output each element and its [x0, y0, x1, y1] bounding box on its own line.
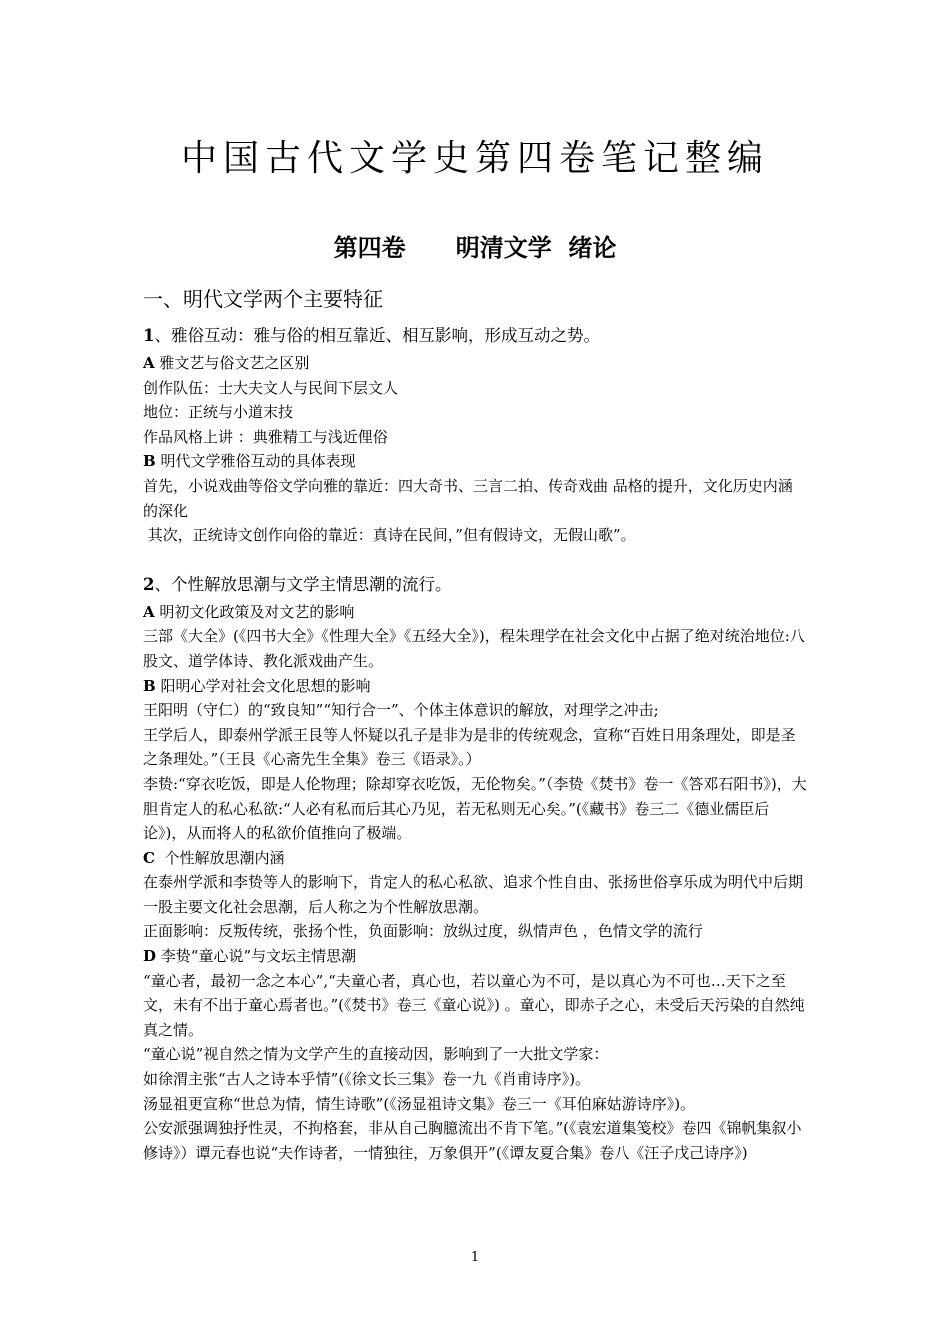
paragraph: 创作队伍：士大夫文人与民间下层文人 [143, 378, 399, 397]
sub-letter: B [143, 676, 156, 695]
sub-text: 李贽“童心说”与文坛主情思潮 [156, 947, 357, 966]
section-subtitle: 第四卷 明清文学 绪论 [333, 234, 617, 262]
point-number: 2 [143, 574, 155, 594]
paragraph: 地位：正统与小道末技 [143, 403, 294, 422]
point-heading-1 [143, 323, 807, 349]
subheading-1b [143, 449, 807, 474]
sub-text: 明初文化政策及对文艺的影响 [154, 602, 355, 621]
subheading-2c [143, 846, 807, 871]
document-body [143, 283, 807, 1165]
sub-letter: C [143, 848, 155, 867]
sub-letter: B [143, 452, 156, 471]
paragraph: “童心者，最初一念之本心”,“夫童心者，真心也，若以童心为不可，是以真心为不可也…天下之至文，未有不出于童心焉者也。”(《焚书》卷三《童心说》) 。童心，即赤子之心，未受后天污染的自然纯真之情。 [143, 971, 805, 1039]
point-number: 1 [143, 326, 155, 345]
sub-text: 阳明心学对社会文化思想的影响 [155, 676, 371, 695]
paragraph: 李贽:“穿衣吃饭，即是人伦物理；除却穿衣吃饭，无伦物矣。”（李贽《焚书》卷一《答邓石阳书》)，大胆肯定人的私心私欲:“人必有私而后其心乃见，若无私则无心矣。”(《藏书》卷三二《德业儒臣后论》)，从而将人的私欲价值推向了极端。 [143, 774, 807, 843]
paragraph: 三部《大全》(《四书大全》《性理大全》《五经大全》)，程朱理学在社会文化中占据了绝对统治地位:八股文、道学体诗、教化派戏曲产生。 [143, 627, 805, 670]
sub-text: 个性解放思潮内涵 [154, 848, 285, 867]
subheading-2d [143, 944, 807, 969]
paragraph: 其次，正统诗文创作向俗的靠近：真诗在民间，”但有假诗文，无假山歌”。 [143, 526, 636, 545]
paragraph: 王阳明（守仁）的“致良知”“知行合一”、个体主体意识的解放，对理学之冲击; [143, 701, 659, 720]
sub-text: 明代文学雅俗互动的具体表现 [155, 452, 356, 471]
paragraph: 首先，小说戏曲等俗文学向雅的靠近：四大奇书、三言二拍、传奇戏曲 品格的提升，文化历史内涵的深化 [143, 476, 793, 520]
subheading-1a [143, 351, 807, 376]
paragraph: 王学后人，即泰州学派王艮等人怀疑以孔子是非为是非的传统观念，宣称“百姓日用条理处，即是圣之条理处。”（王艮《心斋先生全集》卷三《语录》。） [143, 725, 796, 769]
spacer [143, 548, 807, 564]
paragraph: 正面影响：反叛传统，张扬个性，负面影响：放纵过度，纵情声色 ，色情文学的流行 [143, 922, 703, 941]
paragraph: 作品风格上讲 ：典雅精工与浅近俚俗 [143, 427, 388, 446]
page-number: 1 [470, 1250, 480, 1265]
point-text: 、个性解放思潮与文学主情思潮的流行。 [154, 574, 452, 594]
paragraph: 如徐渭主张“古人之诗本乎情”(《徐文长三集》卷一九《肖甫诗序》)。 [143, 1070, 591, 1089]
sub-text: 雅文艺与俗文艺之区别 [154, 354, 310, 372]
sub-letter: D [143, 947, 157, 966]
document-title: 中国古代文学史第四卷笔记整编 [180, 138, 769, 179]
section-heading: 一、明代文学两个主要特征 [143, 287, 383, 311]
sub-letter: A [143, 354, 155, 372]
point-text: 、雅俗互动：雅与俗的相互靠近、相互影响，形成互动之势。 [154, 326, 600, 345]
paragraph: 公安派强调独抒性灵，不拘格套，非从自己胸臆流出不肯下笔。”(《袁宏道集笺校》卷四《锦帆集叙小修诗》）谭元春也说“夫作诗者，一情独往，万象俱开”(《谭友夏合集》卷八《汪子戊己诗序》) [143, 1119, 802, 1162]
paragraph: 在泰州学派和李贽等人的影响下，肯定人的私心私欲、追求个性自由、张扬世俗享乐成为明代中后期一股主要文化社会思潮，后人称之为个性解放思潮。 [143, 873, 804, 916]
point-heading-2 [143, 572, 807, 598]
paragraph: “童心说”视自然之情为文学产生的直接动因，影响到了一大批文学家： [143, 1045, 609, 1064]
subheading-2a [143, 600, 807, 625]
subheading-2b [143, 674, 807, 699]
sub-letter: A [143, 602, 155, 621]
paragraph: 汤显祖更宣称“世总为情，情生诗歌”(《汤显祖诗文集》卷三一《耳伯麻姑游诗序》)。 [143, 1094, 696, 1113]
